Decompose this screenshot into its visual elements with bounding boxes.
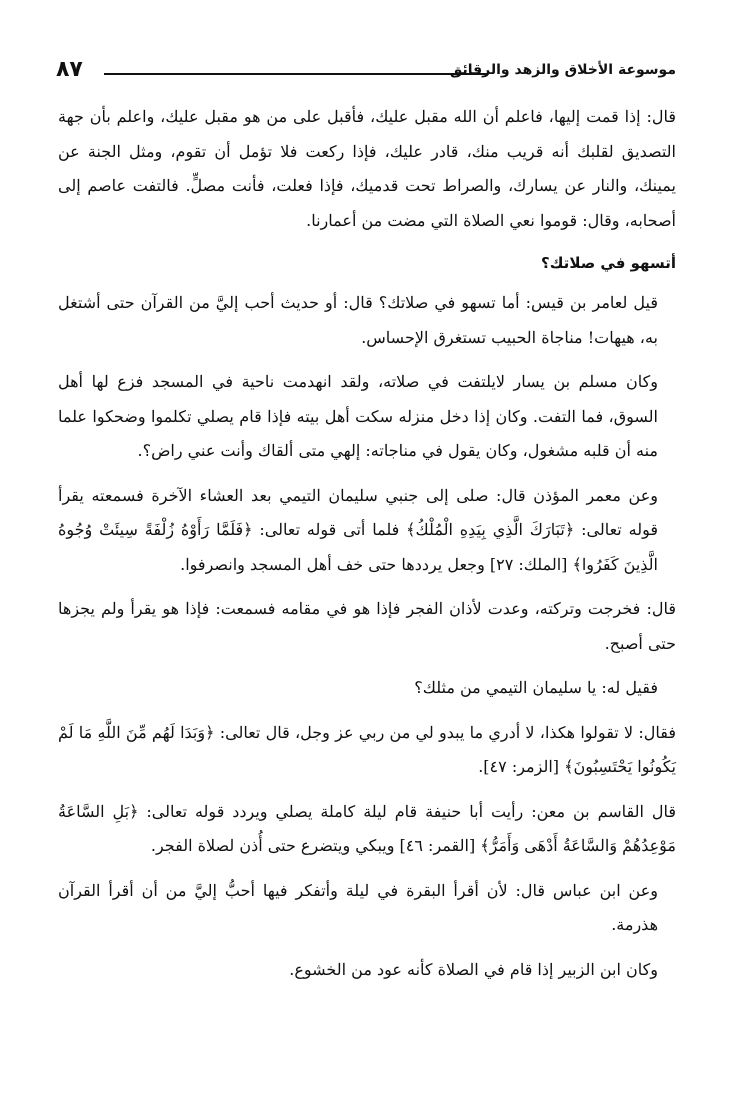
page-number: ٨٧ [56,57,83,82]
paragraph-fajr: قال: فخرجت وتركته، وعدت لأذان الفجر فإذا هو في مقامه فسمعت: فإذا هو يقرأ ولم يجزها حتى أصبح. [58,599,676,653]
paragraph-answer: فقال: لا تقولوا هكذا، لا أدري ما يبدو لي من ربي عز وجل، قال تعالى: ﴿وَبَدَا لَهُم مِّنَ اللَّهِ مَا لَمْ يَكُونُوا يَحْتَسِبُونَ﴾ [الزمر: ٤٧]. [58,722,676,776]
paragraph-question: فقيل له: يا سليمان التيمي من مثلك؟ [414,678,658,697]
header-rule [104,73,488,75]
paragraph-muslim-bin-yasar: وكان مسلم بن يسار لايلتفت في صلاته، ولقد انهدمت ناحية في المسجد فزع لها أهل السوق، فما التفت. وكان إذا دخل منزله سكت أهل بيته فإذا قام يصلي تكلموا وضحكوا علما منه أن قلبه مشغول، وكان يقول في مناجاته: إلهي متى ألقاك وأنت عني راض؟. [58,372,658,460]
paragraph-mamar-muadhin: وعن معمر المؤذن قال: صلى إلى جنبي سليمان التيمي بعد العشاء الآخرة فسمعته يقرأ قوله تعالى: ﴿تَبَارَكَ الَّذِي بِيَدِهِ الْمُلْكُ﴾ فلما أتى قوله تعالى: ﴿فَلَمَّا رَأَوْهُ زُلْفَةً سِيئَتْ وُجُوهُ الَّذِينَ كَفَرُوا﴾ [الملك: ٢٧] وجعل يرددها حتى خف أهل المسجد وانصرفوا. [58,485,659,574]
page-body [58,100,676,997]
paragraph-ibn-abbas: وعن ابن عباس قال: لأن أقرأ البقرة في ليلة وأتفكر فيها أحبُّ إليَّ من أن أقرأ القرآن هذرمة. [58,880,658,934]
paragraph-ibn-zubayr: وكان ابن الزبير إذا قام في الصلاة كأنه عود من الخشوع. [289,959,658,979]
paragraph-abu-hanifa: قال القاسم بن معن: رأيت أبا حنيفة قام ليلة كاملة يصلي ويردد قوله تعالى: ﴿بَلِ السَّاعَةُ مَوْعِدُهُمْ وَالسَّاعَةُ أَدْهَى وَأَمَرُّ﴾ [القمر: ٤٦] ويبكي ويتضرع حتى أُذن لصلاة الفجر. [58,801,676,855]
paragraph-amir-bin-qays: قيل لعامر بن قيس: أما تسهو في صلاتك؟ قال: أو حديث أحب إليَّ من القرآن حتى أشتغل به، هيهات! مناجاة الحبيب تستغرق الإحساس. [58,293,658,347]
paragraph-asim-prayer: قال: إذا قمت إليها، فاعلم أن الله مقبل عليك، فأقبل على من هو مقبل عليك، واعلم بأن جهة التصديق لقلبك أنه قريب منك، قادر عليك، فإذا ركعت فلا تؤمل أن تقوم، ومثل الجنة عن يمينك، والنار عن يسارك، والصراط تحت قدميك، فإذا فعلت، فأنت مصلٍّ. فالتفت عاصم إلى أصحابه، وقال: قوموا نعي الصلاة التي مضت من أعمارنا. [58,107,676,230]
section-heading: أتسهو في صلاتك؟ [541,254,676,272]
book-title: موسوعة الأخلاق والزهد والرقائق [449,62,676,78]
running-header [56,57,676,86]
